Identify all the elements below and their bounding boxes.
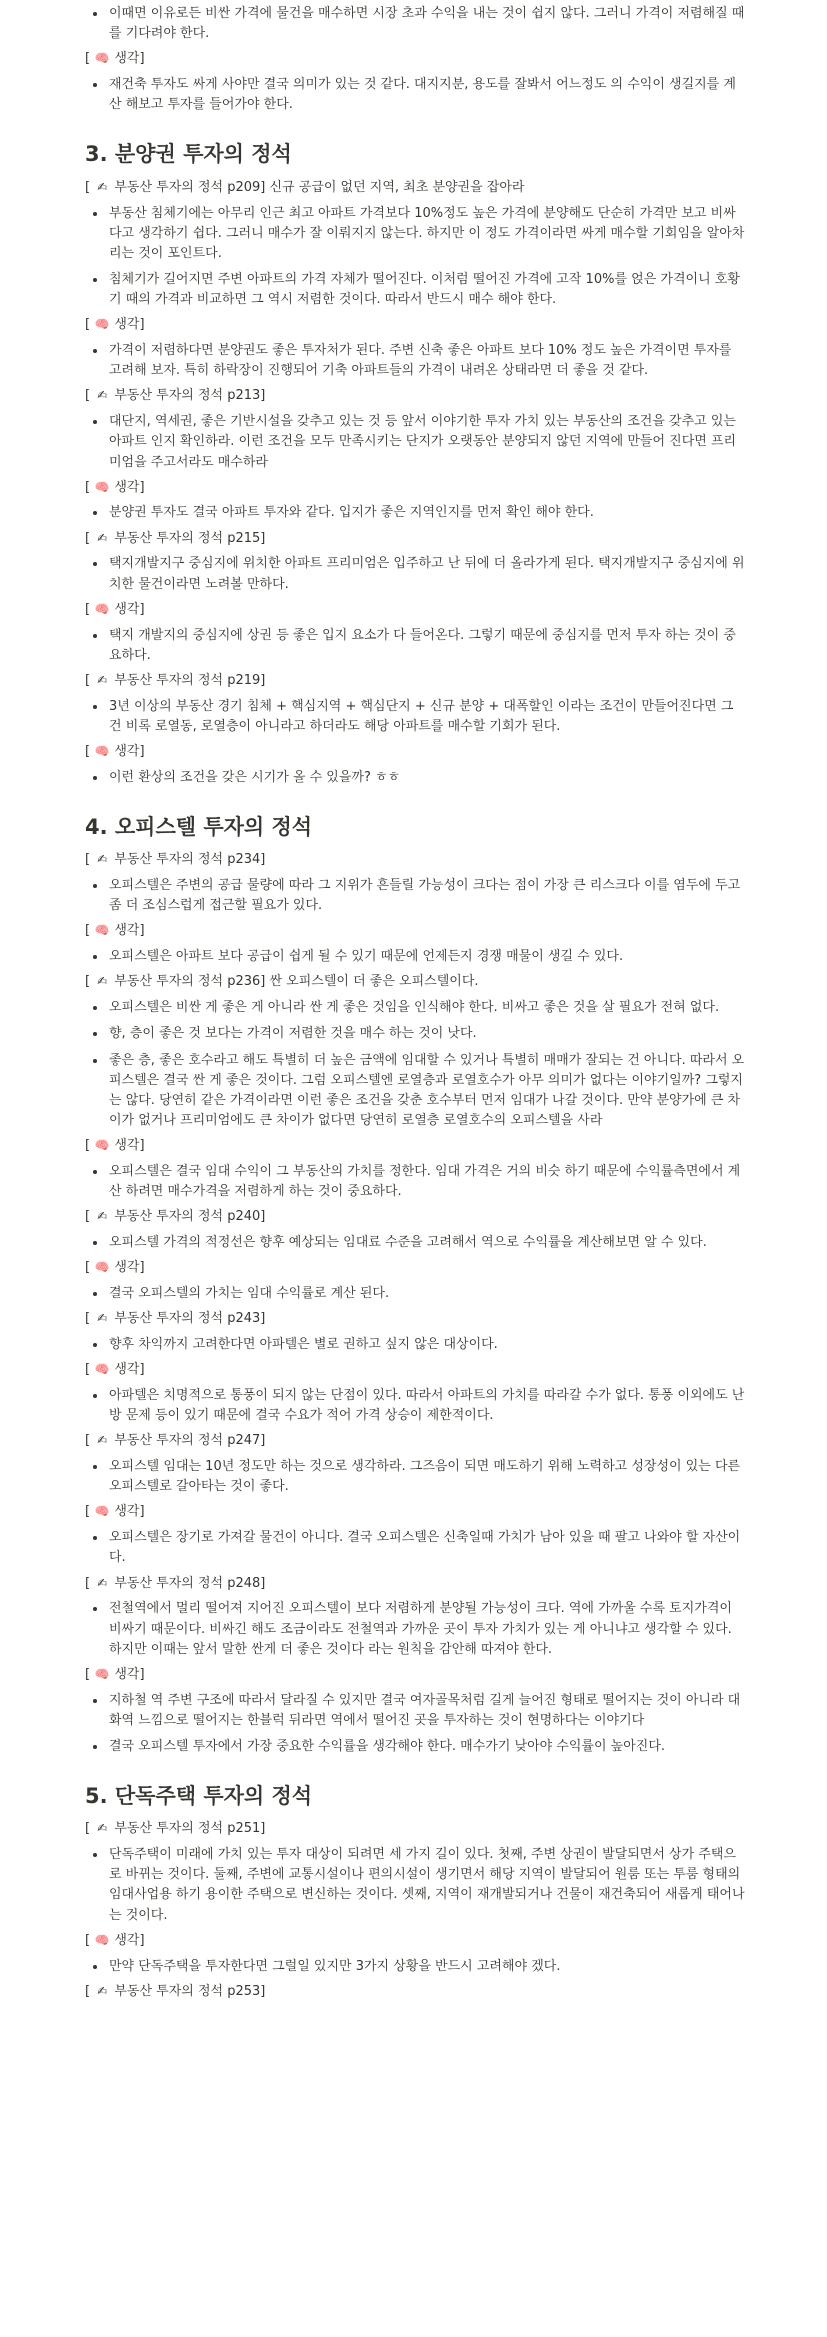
writing-hand-icon: ✍	[97, 1575, 108, 1590]
brain-icon: 🧠	[94, 479, 110, 494]
bracket: [	[85, 923, 95, 939]
bullet-item: • 이때면 이유로든 비싼 가격에 물건을 매수하면 시장 초과 수익을 내는 것이 쉽지 않다. 그러니 가격이 저렴해질 때를 기다려야 한다.	[107, 4, 745, 44]
note-text: 부동산 투자의 정석 p247]	[114, 1433, 266, 1449]
note-text: 생각]	[114, 1138, 145, 1154]
bullet-list	[85, 947, 745, 967]
document-body	[85, 0, 745, 2008]
bullet-item: • 오피스텔은 장기로 가져갈 물건이 아니다. 결국 오피스텔은 신축일때 가치가 남아 있을 때 팔고 나와야 할 자산이다.	[107, 1528, 745, 1568]
bullet-item: • 만약 단독주택을 투자한다면 그럴일 있지만 3가지 상황을 반드시 고려해야 겠다.	[107, 1957, 745, 1977]
bullet-list	[85, 1457, 745, 1497]
bullet-list	[85, 1162, 745, 1202]
quote-note	[85, 179, 745, 198]
note-text: 생각]	[114, 744, 145, 759]
bracket: [	[85, 1504, 95, 1520]
writing-hand-icon: ✍	[97, 974, 108, 989]
note-text: 부동산 투자의 정석 p219]	[114, 672, 266, 688]
bracket: [	[85, 1932, 95, 1948]
bullet-list	[85, 626, 745, 666]
thought-note	[85, 1666, 745, 1685]
bullet-item: • 전철역에서 멀리 떨어져 지어진 오피스텔이 보다 저렴하게 분양될 가능성이 크다. 역에 가까울 수록 토지가격이 비싸기 때문이다. 비싸긴 해도 조금이라도 전철역과 가까운 곳이 투자 가치가 있는 게 아니냐고 생각할 수 있다. 하지만 이때는 앞서 말한 싼게 더 좋은 것이다 라는 원칙을 감안해 따져야 한다.	[107, 1599, 745, 1659]
bullet-item: • 이런 환상의 조건을 갖은 시기가 올 수 있을까? ㅎㅎ	[107, 768, 745, 788]
note-text: 생각]	[114, 1666, 145, 1682]
note-text: 부동산 투자의 정석 p243]	[114, 1311, 266, 1327]
bracket: [	[85, 1260, 95, 1276]
writing-hand-icon: ✍	[97, 1983, 108, 1998]
bullet-item: • 결국 오피스텔의 가치는 임대 수익률로 계산 된다.	[107, 1284, 745, 1304]
quote-note	[85, 1432, 745, 1451]
thought-note	[85, 50, 745, 69]
bullet-list	[85, 998, 745, 1131]
brain-icon: 🧠	[94, 1666, 110, 1681]
bracket: [	[85, 1575, 95, 1591]
brain-icon: 🧠	[94, 1932, 110, 1947]
thought-note	[85, 1259, 745, 1278]
note-text: 부동산 투자의 정석 p215]	[114, 530, 266, 546]
note-text: 생각]	[114, 479, 145, 495]
bullet-list	[85, 697, 745, 737]
bullet-item: • 부동산 침체기에는 아무리 인근 최고 아파트 가격보다 10%정도 높은 가격에 분양해도 단순히 가격만 보고 비싸다고 생각하기 쉽다. 그러니 매수가 잘 이뤄지지 않는다. 하지만 이 정도 가격이라면 싸게 매수할 기회임을 알아차리는 것이 포인트다.	[107, 204, 745, 264]
note-text: 생각]	[114, 923, 145, 939]
bullet-item: • 분양권 투자도 결국 아파트 투자와 같다. 입지가 좋은 지역인지를 먼저 확인 해야 한다.	[107, 503, 745, 523]
brain-icon: 🧠	[94, 601, 110, 616]
thought-note	[85, 1361, 745, 1380]
section-heading: 3. 분양권 투자의 정석	[85, 142, 292, 167]
bracket: [	[85, 1666, 95, 1682]
bullet-item: • 침체기가 길어지면 주변 아파트의 가격 자체가 떨어진다. 이처럼 떨어진 가격에 고작 10%를 얹은 가격이니 호황기 때의 가격과 비교하면 그 역시 저렴한 것이다. 따라서 반드시 매수 해야 한다.	[107, 270, 745, 310]
writing-hand-icon: ✍	[97, 1311, 108, 1326]
bracket: [	[85, 672, 95, 688]
bracket: [	[85, 1311, 95, 1327]
note-text: 부동산 투자의 정석 p248]	[114, 1575, 266, 1591]
writing-hand-icon: ✍	[97, 852, 108, 867]
thought-note	[85, 922, 745, 941]
bracket: [	[85, 601, 95, 617]
thought-note	[85, 316, 745, 335]
bullet-item: • 재건축 투자도 싸게 사야만 결국 의미가 있는 것 같다. 대지지분, 용도를 잘봐서 어느정도 의 수익이 생길지를 계산 해보고 투자를 들어가야 한다.	[107, 75, 745, 115]
brain-icon: 🧠	[94, 1260, 110, 1275]
section-heading: 5. 단독주택 투자의 정석	[85, 1784, 313, 1809]
bracket: [	[85, 1433, 95, 1449]
bullet-item: • 결국 오피스텔 투자에서 가장 중요한 수익률을 생각해야 한다. 매수가기 낮아야 수익률이 높아진다.	[107, 1737, 745, 1757]
bracket: [	[85, 1821, 95, 1837]
note-text: 부동산 투자의 정석 p213]	[114, 388, 266, 404]
brain-icon: 🧠	[94, 923, 110, 938]
bracket: [	[85, 479, 95, 495]
bullet-list	[85, 503, 745, 523]
note-text: 생각]	[114, 1504, 145, 1520]
thought-note	[85, 479, 745, 498]
writing-hand-icon: ✍	[97, 672, 108, 687]
note-text: 생각]	[114, 51, 145, 67]
writing-hand-icon: ✍	[97, 388, 108, 403]
bullet-item: • 오피스텔은 결국 임대 수익이 그 부동산의 가치를 정한다. 임대 가격은 거의 비슷 하기 때문에 수익률측면에서 계산 하려면 매수가격을 저렴하게 하는 것이 중요하다.	[107, 1162, 745, 1202]
brain-icon: 🧠	[94, 1504, 110, 1519]
note-text: 생각]	[114, 1260, 145, 1276]
quote-note	[85, 530, 745, 549]
bracket: [	[85, 51, 95, 67]
bullet-item: • 향, 층이 좋은 것 보다는 가격이 저렴한 것을 매수 하는 것이 낫다.	[107, 1024, 745, 1044]
bracket: [	[85, 388, 95, 404]
bullet-item: • 지하철 역 주변 구조에 따라서 달라질 수 있지만 결국 여자골목처럼 길게 늘어진 형태로 떨어지는 것이 아니라 대화역 느낌으로 떨어지는 한블럭 뒤라면 역에서 떨어진 곳을 투자하는 것이 현명하다는 이야기다	[107, 1691, 745, 1731]
note-text: 부동산 투자의 정석 p209] 신규 공급이 없던 지역, 최초 분양권을 잡아라	[114, 179, 525, 195]
bullet-list	[85, 1284, 745, 1304]
bracket: [	[85, 179, 95, 195]
bracket: [	[85, 1138, 95, 1154]
section-heading: 4. 오피스텔 투자의 정석	[85, 814, 313, 839]
bracket: [	[85, 852, 95, 868]
writing-hand-icon: ✍	[97, 179, 108, 194]
quote-note	[85, 1983, 745, 2002]
bullet-item: • 단독주택이 미래에 가치 있는 투자 대상이 되려면 세 가지 길이 있다. 첫째, 주변 상권이 발달되면서 상가 주택으로 바뀌는 것이다. 둘째, 주변에 교통시설이나 편의시설이 생기면서 해당 지역이 발달되어 원룸 또는 투룸 형태의 임대사업용 하기 용이한 주택으로 변신하는 것이다. 셋째, 지역이 재개발되거나 건물이 재건축되어 새롭게 태어나는 것이다.	[107, 1845, 745, 1926]
bullet-list	[85, 1691, 745, 1757]
bracket: [	[85, 744, 95, 759]
bracket: [	[85, 530, 95, 546]
bullet-list	[85, 341, 745, 381]
writing-hand-icon: ✍	[97, 530, 108, 545]
quote-note	[85, 672, 745, 691]
bullet-list	[85, 1386, 745, 1426]
bullet-item: • 택지 개발지의 중심지에 상권 등 좋은 입지 요소가 다 들어온다. 그렇기 때문에 중심지를 먼저 투자 하는 것이 중요하다.	[107, 626, 745, 666]
quote-note	[85, 1820, 745, 1839]
bullet-item: • 대단지, 역세권, 좋은 기반시설을 갖추고 있는 것 등 앞서 이야기한 투자 가치 있는 부동산의 조건을 갖추고 있는 아파트 인지 확인하라. 이런 조건을 모두 만족시키는 단지가 오랫동안 분양되지 않던 지역에 만들어 진다면 프리미엄을 주고서라도 매수하라	[107, 412, 745, 472]
quote-note	[85, 973, 745, 992]
thought-note	[85, 1137, 745, 1156]
quote-note	[85, 1208, 745, 1227]
bullet-list	[85, 204, 745, 311]
bracket: [	[85, 317, 95, 333]
bullet-item: • 좋은 층, 좋은 호수라고 해도 특별히 더 높은 금액에 임대할 수 있거나 특별히 매매가 잘되는 건 아니다. 따라서 오피스텔은 결국 싼 게 좋은 것이다. 그럼 오피스텔엔 로열층과 로열호수가 아무 의미가 없다는 이야기일까? 그렇지는 않다. 당연히 같은 가격이라면 이런 좋은 조건을 갖춘 호수부터 먼저 임대가 나갈 것이다. 만약 분양가에 큰 차이가 없거나 프리미엄에도 큰 차이가 없다면 당연히 로열층 로열호수의 오피스텔을 사라	[107, 1051, 745, 1132]
bullet-list	[85, 1233, 745, 1253]
note-text: 부동산 투자의 정석 p236] 싼 오피스텔이 더 좋은 오피스텔이다.	[114, 974, 479, 990]
bullet-list	[85, 1957, 745, 1977]
note-text: 부동산 투자의 정석 p251]	[114, 1821, 266, 1837]
note-text: 생각]	[114, 601, 145, 617]
bullet-item: • 오피스텔 임대는 10년 정도만 하는 것으로 생각하라. 그즈음이 되면 매도하기 위해 노력하고 성장성이 있는 다른 오피스텔로 갈아타는 것이 좋다.	[107, 1457, 745, 1497]
bullet-item: • 오피스텔은 비싼 게 좋은 게 아니라 싼 게 좋은 것임을 인식해야 한다. 비싸고 좋은 것을 살 필요가 전혀 없다.	[107, 998, 745, 1018]
writing-hand-icon: ✍	[97, 1433, 108, 1448]
bullet-item: • 오피스텔 가격의 적정선은 향후 예상되는 임대료 수준을 고려해서 역으로 수익률을 계산해보면 알 수 있다.	[107, 1233, 745, 1253]
quote-note	[85, 1310, 745, 1329]
note-text: 부동산 투자의 정석 p253]	[114, 1983, 266, 1999]
note-text: 생각]	[114, 1932, 145, 1948]
quote-note	[85, 387, 745, 406]
bullet-list	[85, 768, 745, 788]
brain-icon: 🧠	[94, 1138, 110, 1153]
thought-note	[85, 743, 745, 762]
bracket: [	[85, 1209, 95, 1225]
bullet-list	[85, 1528, 745, 1568]
bullet-list	[85, 1845, 745, 1926]
writing-hand-icon: ✍	[97, 1209, 108, 1224]
bullet-item: • 3년 이상의 부동산 경기 침체 + 핵심지역 + 핵심단지 + 신규 분양 + 대폭할인 이라는 조건이 만들어진다면 그건 비록 로열동, 로열층이 아니라고 하더라도 해당 아파트를 매수할 기회가 된다.	[107, 697, 745, 737]
bullet-list	[85, 4, 745, 44]
bullet-item: • 오피스텔은 주변의 공급 물량에 따라 그 지위가 흔들릴 가능성이 크다는 점이 가장 큰 리스크다 이를 염두에 두고 좀 더 조심스럽게 접근할 필요가 있다.	[107, 876, 745, 916]
brain-icon: 🧠	[94, 1362, 110, 1377]
quote-note	[85, 1575, 745, 1594]
thought-note	[85, 1503, 745, 1522]
note-text: 생각]	[114, 1362, 145, 1378]
bullet-list	[85, 876, 745, 916]
thought-note	[85, 1932, 745, 1951]
bullet-item: • 택지개발지구 중심지에 위치한 아파트 프리미엄은 입주하고 난 뒤에 더 올라가게 된다. 택지개발지구 중심지에 위치한 물건이라면 노려볼 만하다.	[107, 554, 745, 594]
bullet-item: • 오피스텔은 아파트 보다 공급이 쉽게 될 수 있기 때문에 언제든지 경쟁 매물이 생길 수 있다.	[107, 947, 745, 967]
bullet-list	[85, 412, 745, 472]
bullet-list	[85, 1335, 745, 1355]
bracket: [	[85, 974, 95, 990]
thought-note	[85, 601, 745, 620]
note-text: 생각]	[114, 317, 145, 333]
quote-note	[85, 851, 745, 870]
brain-icon: 🧠	[94, 317, 110, 332]
bullet-item: • 아파텔은 치명적으로 통풍이 되지 않는 단점이 있다. 따라서 아파트의 가치를 따라갈 수가 없다. 통풍 이외에도 난방 문제 등이 있기 때문에 결국 수요가 적어 가격 상승이 제한적이다.	[107, 1386, 745, 1426]
brain-icon: 🧠	[94, 51, 110, 66]
note-text: 부동산 투자의 정석 p234]	[114, 852, 266, 868]
bullet-item: • 가격이 저렴하다면 분양권도 좋은 투자처가 된다. 주변 신축 좋은 아파트 보다 10% 정도 높은 가격이면 투자를 고려해 보자. 특히 하락장이 진행되어 기축 아파트들의 가격이 내려온 상태라면 더 좋을 것 같다.	[107, 341, 745, 381]
brain-icon: 🧠	[94, 744, 110, 758]
note-text: 부동산 투자의 정석 p240]	[114, 1209, 266, 1225]
bullet-list	[85, 75, 745, 115]
bracket: [	[85, 1362, 95, 1378]
writing-hand-icon: ✍	[97, 1821, 108, 1836]
bullet-list	[85, 554, 745, 594]
bullet-list	[85, 1599, 745, 1659]
bullet-item: • 향후 차익까지 고려한다면 아파텔은 별로 권하고 싶지 않은 대상이다.	[107, 1335, 745, 1355]
bracket: [	[85, 1983, 95, 1999]
